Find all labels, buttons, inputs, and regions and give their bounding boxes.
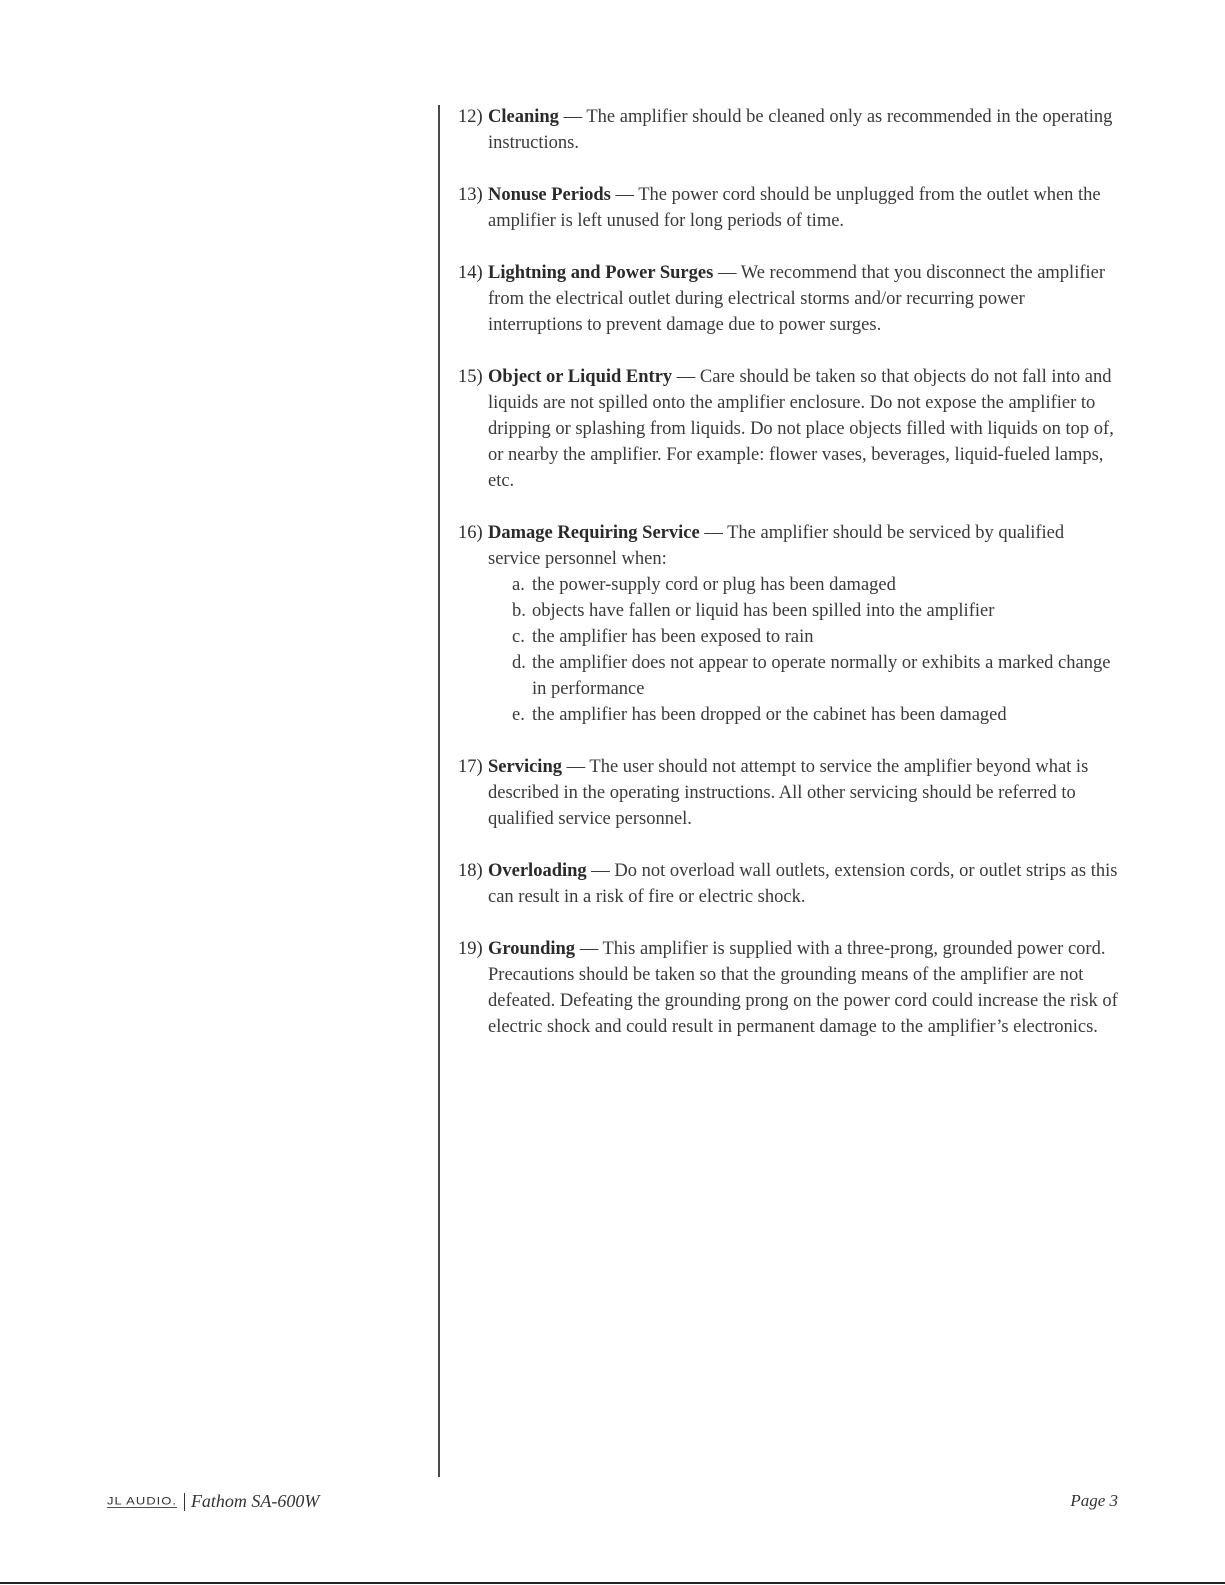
item-title: Nonuse Periods [488,185,611,205]
item-number: 13) [458,185,483,205]
footer-brand [107,1491,319,1512]
safety-instructions [458,104,1118,1066]
subitem-letter: e. [512,705,525,725]
item-number: 19) [458,939,483,959]
subitem-letter: d. [512,653,526,673]
instruction-item-15 [458,364,1118,494]
item-number: 18) [458,861,483,881]
item-text: — The amplifier should be cleaned only as recommended in the operating instructions. [488,107,1113,153]
subitem-e [488,702,1118,728]
item-text: — The power cord should be unplugged from the outlet when the amplifier is left unused for long periods of time. [488,185,1101,231]
instruction-item-17 [458,754,1118,832]
subitem-letter: a. [512,575,525,595]
footer-separator [184,1493,185,1511]
item-number: 12) [458,107,483,127]
page-number: Page 3 [1070,1491,1118,1510]
instruction-item-14 [458,260,1118,338]
instruction-item-18 [458,858,1118,910]
subitem-text: the amplifier has been exposed to rain [532,627,814,647]
subitem-text: the amplifier does not appear to operate normally or exhibits a marked change in performance [532,653,1111,699]
item-title: Damage Requiring Service [488,523,700,543]
instruction-item-12 [458,104,1118,156]
instruction-item-13 [458,182,1118,234]
item-text: — The user should not attempt to service the amplifier beyond what is described in the operating instructions. All other servicing should be referred to qualified service personnel. [488,757,1089,829]
brand-logo: JL AUDIO. [107,1493,177,1507]
item-number: 17) [458,757,483,777]
item-title: Object or Liquid Entry [488,367,673,387]
subitem-b [488,598,1118,624]
margin-rule [438,105,440,1477]
item-text: — Do not overload wall outlets, extension cords, or outlet strips as this can result in a risk of fire or electric shock. [488,861,1118,907]
product-model: Fathom SA-600W [190,1491,320,1511]
item-text: — This amplifier is supplied with a three-prong, grounded power cord. Precautions should be taken so that the grounding means of the amplifier are not defeated. Defeating the grounding prong on the power cord could increase the risk of electric shock and could result in permanent damage to the amplifier’s electronics. [488,939,1118,1037]
item-title: Servicing [488,757,562,777]
page-bottom-border [0,1582,1225,1584]
subitem-a [488,572,1118,598]
subitem-letter: c. [512,627,525,647]
subitem-c [488,624,1118,650]
item-title: Cleaning [488,107,559,127]
item-number: 14) [458,263,483,283]
item-text: — The amplifier should be serviced by qualified service personnel when: [488,523,1065,569]
subitem-text: objects have fallen or liquid has been spilled into the amplifier [532,601,995,621]
instruction-item-19 [458,936,1118,1040]
item-text: — We recommend that you disconnect the amplifier from the electrical outlet during electrical storms and/or recurring power interruptions to prevent damage due to power surges. [488,263,1106,335]
item-number: 16) [458,523,483,543]
item-title: Grounding [488,939,576,959]
item-title: Overloading [488,861,587,881]
subitem-letter: b. [512,601,526,621]
subitem-d [488,650,1118,702]
instruction-item-16 [458,520,1118,728]
item-title: Lightning and Power Surges [488,263,714,283]
subitem-text: the power-supply cord or plug has been damaged [532,575,896,595]
subitem-text: the amplifier has been dropped or the cabinet has been damaged [532,705,1007,725]
item-text: — Care should be taken so that objects do not fall into and liquids are not spilled onto the amplifier enclosure. Do not expose the amplifier to dripping or splashing from liquids. Do not place objects filled with liquids on top of, or nearby the amplifier. For example: flower vases, beverages, liquid-fueled lamps, etc. [488,367,1114,491]
item-number: 15) [458,367,483,387]
